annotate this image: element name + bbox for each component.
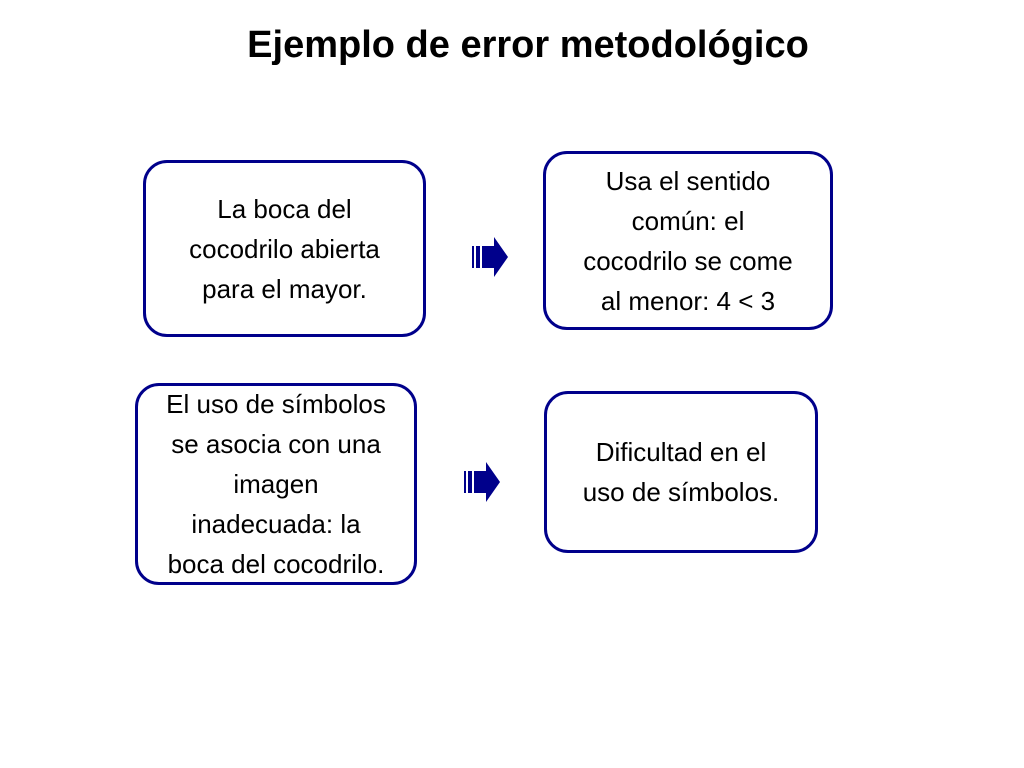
striped-right-arrow-icon [470, 235, 510, 279]
premise-box-symbol-use-text: El uso de símbolos se asocia con una imagen inadecuada: la boca del cocodrilo. [166, 389, 386, 579]
conclusion-box-common-sense [543, 151, 833, 330]
page-title: Ejemplo de error metodológico [247, 24, 809, 66]
conclusion-box-symbol-difficulty-text: Dificultad en el uso de símbolos. [582, 437, 780, 507]
conclusion-box-symbol-difficulty [544, 391, 818, 553]
premise-box-crocodile-mouth [143, 160, 426, 337]
striped-right-arrow-icon [462, 460, 502, 504]
premise-box-crocodile-mouth-text: La boca del cocodrilo abierta para el mayor. [189, 193, 380, 304]
conclusion-box-common-sense-text: Usa el sentido común: el cocodrilo se come al menor: 4 < 3 [583, 165, 793, 316]
premise-box-symbol-use [135, 383, 417, 585]
